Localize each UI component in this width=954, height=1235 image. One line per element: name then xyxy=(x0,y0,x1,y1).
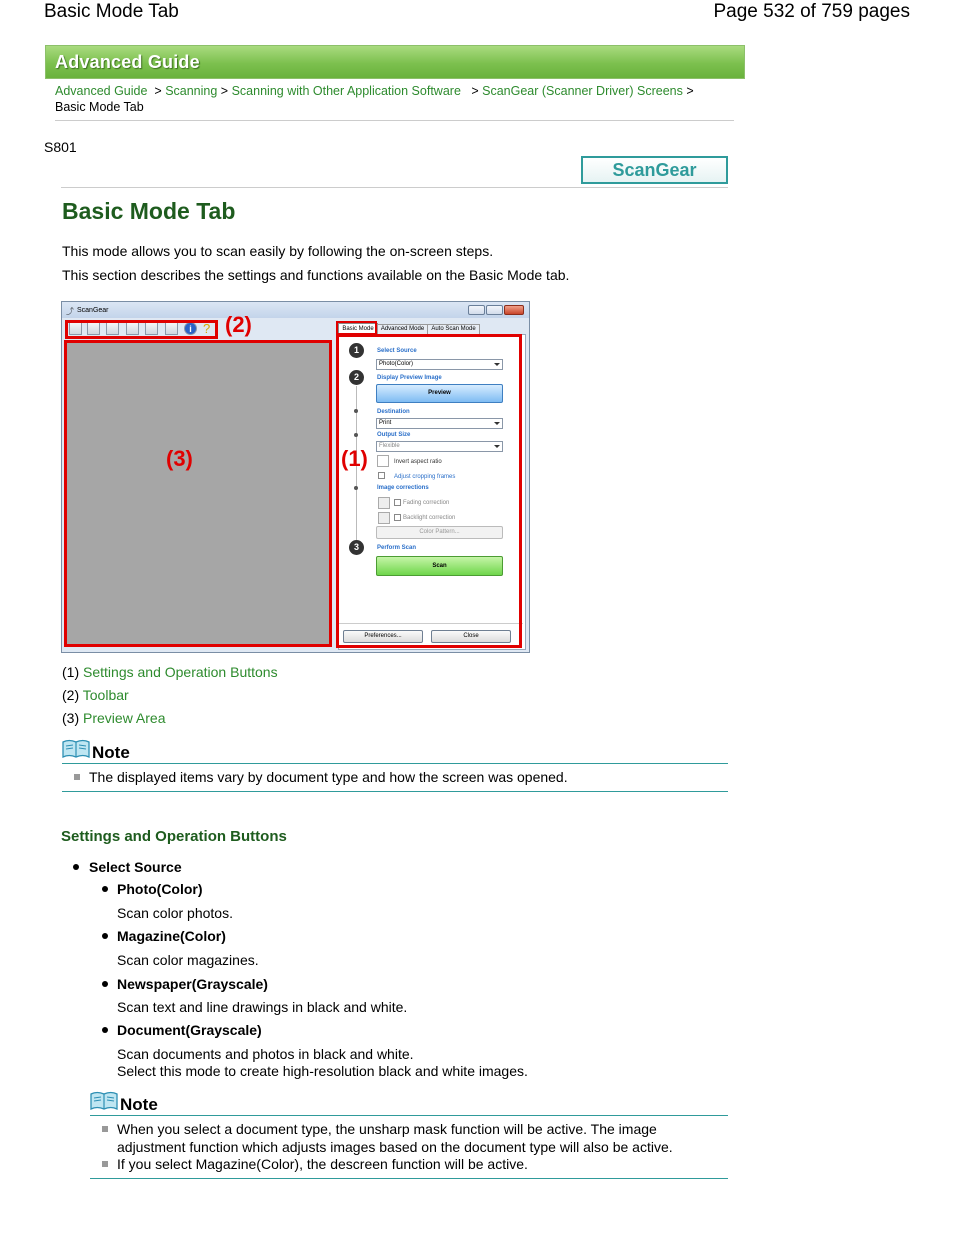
legend-link-toolbar[interactable]: Toolbar xyxy=(82,687,129,703)
select-source-label: Select Source xyxy=(377,348,417,354)
option-document-grayscale: Document(Grayscale) xyxy=(117,1022,262,1038)
section-heading: Settings and Operation Buttons xyxy=(61,828,287,845)
breadcrumb-divider xyxy=(55,120,734,121)
note-title: Note xyxy=(120,1095,158,1114)
backlight-label: Backlight correction xyxy=(403,515,456,521)
callout-box-tab xyxy=(336,321,377,335)
page-title: Basic Mode Tab xyxy=(62,198,236,224)
select-source-heading: Select Source xyxy=(89,859,182,875)
info-icon: i xyxy=(184,322,197,335)
select-source-dropdown: Photo(Color) xyxy=(376,359,503,370)
legend-item-2 xyxy=(62,687,129,703)
note-text: adjustment function which adjusts images based on the document type will also be active. xyxy=(117,1139,673,1155)
breadcrumb-link-scanning[interactable]: Scanning xyxy=(165,84,218,98)
legend-number: (1) xyxy=(62,664,80,680)
note-text: If you select Magazine(Color), the descreen function will be active. xyxy=(117,1156,528,1172)
step-3-badge: 3 xyxy=(349,540,364,555)
note-divider-bottom xyxy=(90,1178,728,1179)
tab-advanced-mode: Advanced Mode xyxy=(377,324,428,336)
intro-line-2: This section describes the settings and functions available on the Basic Mode tab. xyxy=(62,267,570,283)
option-description: Scan text and line drawings in black and white. xyxy=(117,999,408,1015)
callout-box-preview xyxy=(64,340,332,647)
note-bullet xyxy=(102,1161,108,1167)
callout-label-3: (3) xyxy=(166,446,193,471)
breadcrumb-link-scangear-screens[interactable]: ScanGear (Scanner Driver) Screens xyxy=(482,84,683,98)
callout-box-settings xyxy=(336,334,522,648)
option-description: Scan documents and photos in black and white. xyxy=(117,1046,414,1062)
fading-label: Fading correction xyxy=(403,500,450,506)
list-bullet xyxy=(102,886,108,892)
scan-button: Scan xyxy=(376,556,503,576)
breadcrumb xyxy=(55,84,745,114)
page-code: S801 xyxy=(44,139,77,155)
image-corrections-label: Image corrections xyxy=(377,485,429,491)
note-divider-top xyxy=(90,1115,728,1116)
option-description: Scan color magazines. xyxy=(117,952,259,968)
note-text: When you select a document type, the unsharp mask function will be active. The image xyxy=(117,1121,657,1137)
preferences-button: Preferences... xyxy=(343,630,423,643)
document-header-title: Basic Mode Tab xyxy=(44,1,179,22)
note-divider-bottom xyxy=(62,791,728,792)
tab-auto-scan-mode: Auto Scan Mode xyxy=(427,324,480,336)
window-titlebar xyxy=(62,302,529,318)
legend-item-1 xyxy=(62,664,278,680)
option-newspaper-grayscale: Newspaper(Grayscale) xyxy=(117,976,268,992)
window-icon: ⤴ xyxy=(66,307,74,316)
note-bullet xyxy=(102,1126,108,1132)
page-number: Page 532 of 759 pages xyxy=(713,1,910,22)
breadcrumb-link-advanced-guide[interactable]: Advanced Guide xyxy=(55,84,148,98)
note-text: The displayed items vary by document type and how the screen was opened. xyxy=(89,769,568,785)
legend-number: (2) xyxy=(62,687,80,703)
step-1-badge: 1 xyxy=(349,343,364,358)
preview-button: Preview xyxy=(376,384,503,403)
close-button: Close xyxy=(431,630,511,643)
advanced-guide-banner xyxy=(45,45,745,79)
banner-label: Advanced Guide xyxy=(55,52,200,72)
note-book-icon xyxy=(90,1091,118,1111)
destination-dropdown: Print xyxy=(376,418,503,429)
list-bullet xyxy=(102,933,108,939)
output-size-dropdown: Flexible xyxy=(376,441,503,452)
note-title: Note xyxy=(92,743,130,762)
list-bullet xyxy=(102,1027,108,1033)
breadcrumb-separator: > xyxy=(220,84,229,98)
list-bullet xyxy=(102,981,108,987)
callout-box-toolbar xyxy=(65,320,218,339)
option-magazine-color: Magazine(Color) xyxy=(117,928,226,944)
legend-number: (3) xyxy=(62,710,80,726)
destination-label: Destination xyxy=(377,409,410,415)
breadcrumb-separator: > xyxy=(471,84,479,98)
invert-aspect-label: Invert aspect ratio xyxy=(394,459,442,465)
title-divider xyxy=(61,187,728,188)
list-bullet xyxy=(73,864,79,870)
scangear-badge: ScanGear xyxy=(581,156,728,184)
breadcrumb-separator: > xyxy=(686,84,694,98)
breadcrumb-current: Basic Mode Tab xyxy=(55,100,144,114)
step-2-badge: 2 xyxy=(349,370,364,385)
maximize-icon xyxy=(486,305,503,315)
option-description: Scan color photos. xyxy=(117,905,233,921)
intro-line-1: This mode allows you to scan easily by following the on-screen steps. xyxy=(62,243,494,259)
breadcrumb-separator: > xyxy=(154,84,162,98)
color-pattern-button: Color Pattern... xyxy=(376,526,503,539)
window-title: ScanGear xyxy=(77,307,109,314)
legend-item-3 xyxy=(62,710,166,726)
callout-label-2: (2) xyxy=(225,312,252,337)
option-photo-color: Photo(Color) xyxy=(117,881,203,897)
help-icon: ? xyxy=(203,321,211,336)
option-description: Select this mode to create high-resolution black and white images. xyxy=(117,1063,528,1079)
legend-link-settings-buttons[interactable]: Settings and Operation Buttons xyxy=(83,664,278,680)
display-preview-label: Display Preview Image xyxy=(377,375,442,381)
output-size-label: Output Size xyxy=(377,432,411,438)
close-window-icon xyxy=(504,305,524,315)
callout-label-1: (1) xyxy=(341,446,368,471)
perform-scan-label: Perform Scan xyxy=(377,545,417,551)
note-divider-top xyxy=(62,763,728,764)
minimize-icon xyxy=(468,305,485,315)
tab-basic-mode: Basic Mode xyxy=(338,323,378,336)
legend-link-preview-area[interactable]: Preview Area xyxy=(83,710,166,726)
breadcrumb-link-other-software[interactable]: Scanning with Other Application Software xyxy=(231,84,461,98)
note-book-icon xyxy=(62,739,90,759)
adjust-frames-label: Adjust cropping frames xyxy=(394,474,456,480)
note-bullet xyxy=(74,774,80,780)
